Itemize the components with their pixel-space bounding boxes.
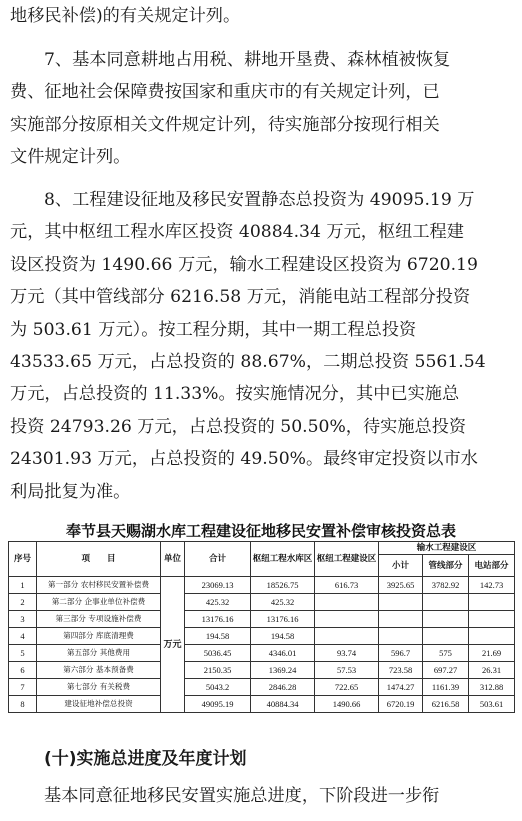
cell-hub: 93.74 <box>315 645 379 662</box>
cell-station <box>469 611 515 628</box>
paragraph-schedule <box>10 780 510 812</box>
cell-item: 第七部分 有关税费 <box>37 679 161 696</box>
cell-reservoir: 2846.28 <box>251 679 315 696</box>
text-line: 7、基本同意耕地占用税、耕地开垦费、森林植被恢复 <box>44 50 451 70</box>
cell-subtotal: 3925.65 <box>379 577 423 594</box>
cell-reservoir: 1369.24 <box>251 662 315 679</box>
text-line: 元，其中枢纽工程水库区投资 40884.34 万元，枢纽工程建 <box>10 222 464 243</box>
cell-hub: 616.73 <box>315 577 379 594</box>
cell-hub: 57.53 <box>315 662 379 679</box>
cell-station: 312.88 <box>469 679 515 696</box>
text-line: 利局批复为准。 <box>10 481 131 502</box>
header-total: 合计 <box>185 542 251 577</box>
cell-subtotal <box>379 628 423 645</box>
cell-total: 5043.2 <box>185 679 251 696</box>
text-line: 基本同意征地移民安置实施总进度，下阶段进一步衔 <box>44 786 440 806</box>
text-line: 43533.65 万元，占总投资的 88.67%，二期总投资 5561.54 <box>10 351 486 372</box>
paragraph-6-tail <box>10 0 510 32</box>
header-station: 电站部分 <box>469 555 515 577</box>
header-reservoir: 枢纽工程水库区 <box>251 542 315 577</box>
cell-hub: 1490.66 <box>315 696 379 713</box>
cell-subtotal: 6720.19 <box>379 696 423 713</box>
cell-total: 2150.35 <box>185 662 251 679</box>
table-row <box>9 577 515 594</box>
table-row <box>9 611 515 628</box>
cell-subtotal: 723.58 <box>379 662 423 679</box>
cell-total: 425.32 <box>185 594 251 611</box>
cell-pipeline <box>423 628 469 645</box>
table-row-total <box>9 696 515 713</box>
cell-seq: 7 <box>9 679 37 696</box>
cell-pipeline: 1161.39 <box>423 679 469 696</box>
cell-unit: 万元 <box>161 577 185 713</box>
header-subtotal: 小计 <box>379 555 423 577</box>
cell-station: 21.69 <box>469 645 515 662</box>
header-unit: 单位 <box>161 542 185 577</box>
text-line: 为 503.61 万元）。按工程分期，其中一期工程总投资 <box>10 319 417 340</box>
text-line: 8、工程建设征地及移民安置静态总投资为 49095.19 万 <box>44 190 475 210</box>
table-row <box>9 679 515 696</box>
cell-pipeline: 575 <box>423 645 469 662</box>
table-row <box>9 594 515 611</box>
cell-hub <box>315 594 379 611</box>
cell-item: 第一部分 农村移民安置补偿费 <box>37 577 161 594</box>
cell-seq: 2 <box>9 594 37 611</box>
cell-reservoir: 425.32 <box>251 594 315 611</box>
cell-item: 第三部分 专项设施补偿费 <box>37 611 161 628</box>
paragraph-7 <box>10 44 510 174</box>
cell-reservoir: 194.58 <box>251 628 315 645</box>
cell-subtotal: 596.7 <box>379 645 423 662</box>
cell-station <box>469 628 515 645</box>
cell-total: 23069.13 <box>185 577 251 594</box>
text-line: 万元，占总投资的 11.33%。按实施情况分，其中已实施总 <box>10 384 460 405</box>
cell-pipeline: 3782.92 <box>423 577 469 594</box>
paragraph-8 <box>10 184 510 508</box>
text-line: 万元（其中管线部分 6216.58 万元，消能电站工程部分投资 <box>10 287 471 308</box>
header-seq: 序号 <box>9 542 37 577</box>
text-line: 投资 24793.26 万元，占总投资的 50.50%，待实施总投资 <box>10 416 467 437</box>
text-line: 费、征地社会保障费按国家和重庆市的有关规定计列，已 <box>10 82 440 103</box>
header-pipeline: 管线部分 <box>423 555 469 577</box>
cell-seq: 1 <box>9 577 37 594</box>
cell-pipeline: 6216.58 <box>423 696 469 713</box>
cell-item: 第六部分 基本预备费 <box>37 662 161 679</box>
cell-reservoir: 18526.75 <box>251 577 315 594</box>
cell-hub: 722.65 <box>315 679 379 696</box>
cell-seq: 5 <box>9 645 37 662</box>
section-heading: (十)实施总进度及年度计划 <box>44 749 247 769</box>
cell-hub <box>315 611 379 628</box>
cell-hub <box>315 628 379 645</box>
cell-total: 5036.45 <box>185 645 251 662</box>
cell-seq: 4 <box>9 628 37 645</box>
cell-station: 26.31 <box>469 662 515 679</box>
cell-pipeline <box>423 594 469 611</box>
cell-item: 建设征地补偿总投资 <box>37 696 161 713</box>
cell-subtotal <box>379 594 423 611</box>
cell-seq: 8 <box>9 696 37 713</box>
cell-subtotal: 1474.27 <box>379 679 423 696</box>
text-line: 实施部分按原相关文件规定计列，待实施部分按现行相关 <box>10 114 440 135</box>
table-title: 奉节县天赐湖水库工程建设征地移民安置补偿审核投资总表 <box>65 522 456 540</box>
cell-item: 第五部分 其他费用 <box>37 645 161 662</box>
cell-subtotal <box>379 611 423 628</box>
cell-reservoir: 40884.34 <box>251 696 315 713</box>
cell-item: 第四部分 库底清理费 <box>37 628 161 645</box>
cell-total: 49095.19 <box>185 696 251 713</box>
header-hub-construction: 枢纽工程建设区 <box>315 542 379 577</box>
text-line: 地移民补偿)的有关规定计列。 <box>10 6 241 26</box>
header-water-conveyance: 输水工程建设区 <box>379 542 515 555</box>
cell-pipeline: 697.27 <box>423 662 469 679</box>
table-row <box>9 662 515 679</box>
cell-seq: 3 <box>9 611 37 628</box>
table-row <box>9 645 515 662</box>
text-line: 设区投资为 1490.66 万元，输水工程建设区投资为 6720.19 <box>10 254 478 275</box>
cell-total: 194.58 <box>185 628 251 645</box>
table-row <box>9 628 515 645</box>
cell-total: 13176.16 <box>185 611 251 628</box>
header-item: 项 目 <box>37 542 161 577</box>
cell-station: 503.61 <box>469 696 515 713</box>
cell-station: 142.73 <box>469 577 515 594</box>
cell-pipeline <box>423 611 469 628</box>
investment-summary-table <box>8 541 515 713</box>
cell-reservoir: 4346.01 <box>251 645 315 662</box>
cell-reservoir: 13176.16 <box>251 611 315 628</box>
text-line: 24301.93 万元，占总投资的 49.50%。最终审定投资以市水 <box>10 449 478 470</box>
cell-item: 第二部分 企事业单位补偿费 <box>37 594 161 611</box>
cell-seq: 6 <box>9 662 37 679</box>
text-line: 文件规定计列。 <box>10 147 131 168</box>
cell-station <box>469 594 515 611</box>
